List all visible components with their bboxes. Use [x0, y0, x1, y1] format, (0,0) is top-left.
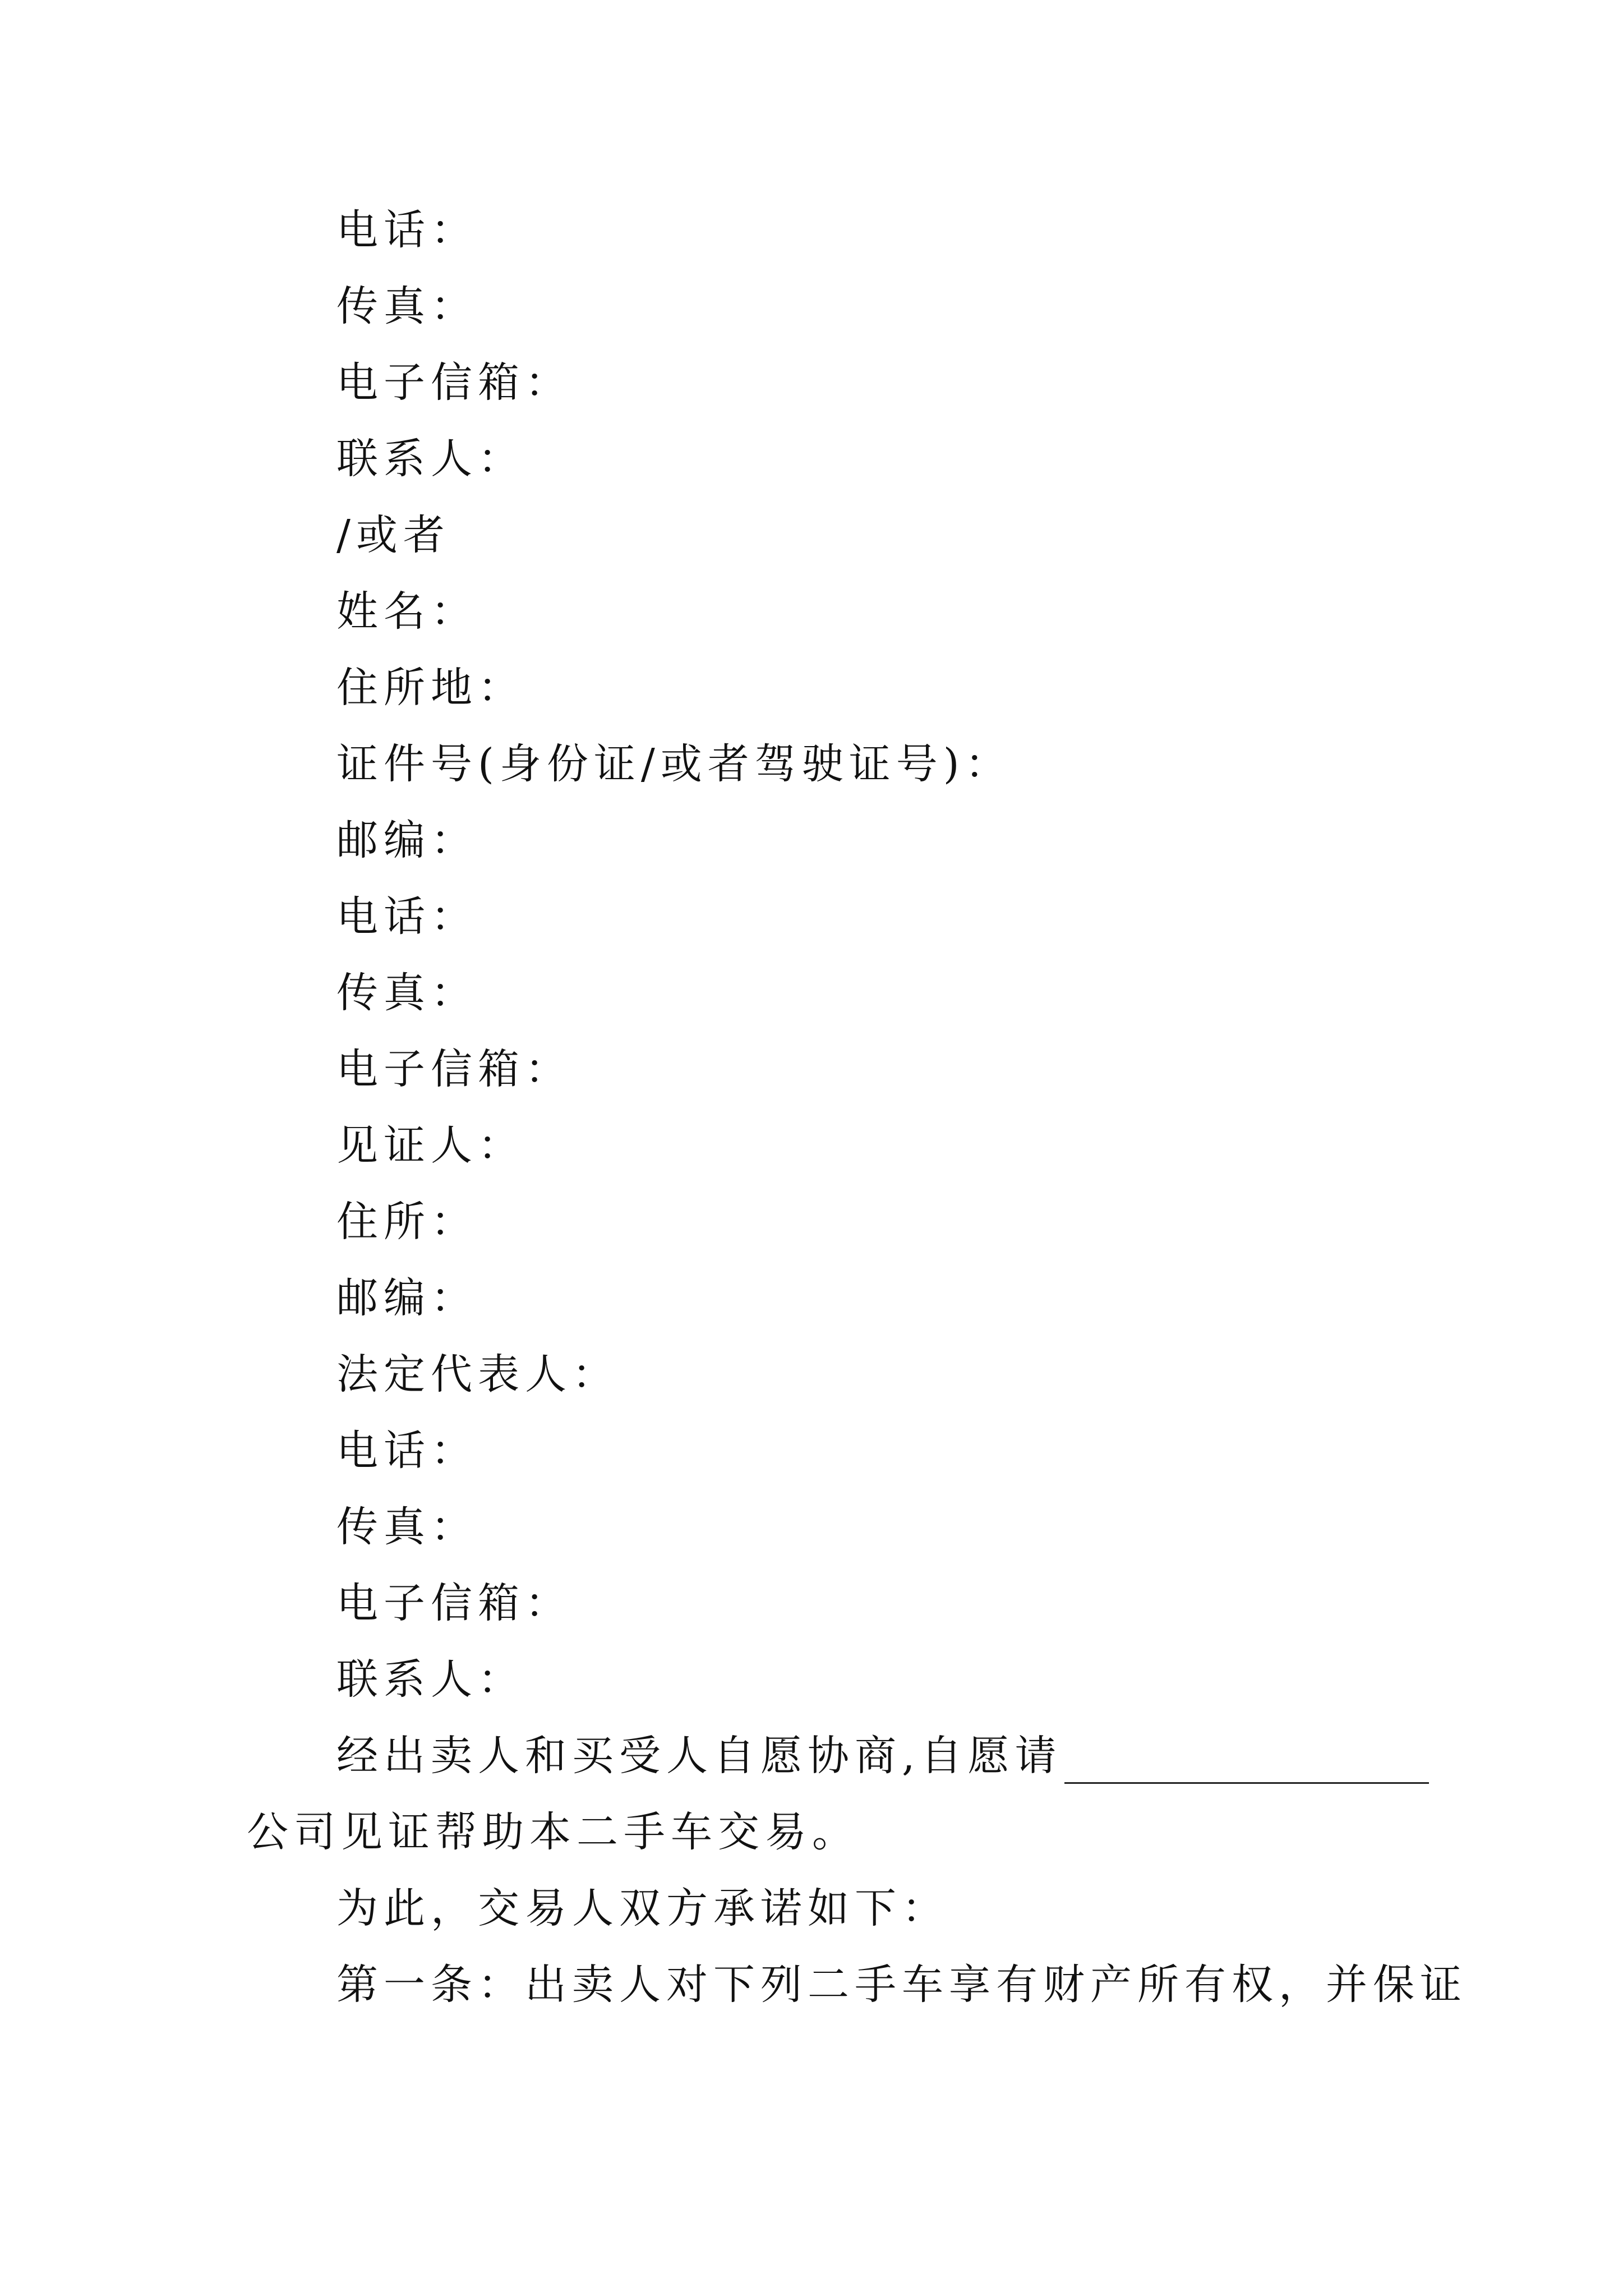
field-witness-postcode: 邮编：	[336, 1274, 478, 1322]
field-witness-email: 电子信箱：	[336, 1579, 572, 1627]
field-name: 姓名：	[336, 587, 478, 636]
agreement-paragraph-line-2: 公司见证帮助本二手车交易。	[247, 1808, 859, 1856]
field-fax-2: 传真：	[336, 969, 478, 1017]
field-fax: 传真：	[336, 282, 478, 330]
field-email: 电子信箱：	[336, 358, 572, 407]
field-witness-address: 住所：	[336, 1198, 478, 1246]
blank-fill-line	[1064, 1745, 1429, 1784]
article-one: 第一条：出卖人对下列二手车享有财产所有权，并保证	[336, 1961, 1467, 2009]
field-postcode: 邮编：	[336, 816, 478, 864]
field-witness-phone: 电话：	[336, 1427, 478, 1475]
field-email-2: 电子信箱：	[336, 1045, 572, 1093]
field-phone: 电话：	[336, 206, 478, 254]
promise-intro: 为此，交易人双方承诺如下：	[336, 1884, 949, 1932]
field-or: /或者	[336, 511, 450, 559]
field-legal-representative: 法定代表人：	[336, 1350, 619, 1398]
agreement-paragraph-text: 经出卖人和买受人自愿协商,自愿请	[336, 1732, 1062, 1780]
agreement-paragraph-line-1	[336, 1728, 1429, 1784]
field-witness-fax: 传真：	[336, 1503, 478, 1551]
field-witness: 见证人：	[336, 1121, 525, 1170]
field-witness-contact: 联系人：	[336, 1655, 525, 1704]
field-contact: 联系人：	[336, 435, 525, 483]
field-id-number: 证件号(身份证/或者驾驶证号)：	[336, 740, 1012, 788]
field-residence: 住所地：	[336, 664, 525, 712]
field-phone-2: 电话：	[336, 892, 478, 941]
